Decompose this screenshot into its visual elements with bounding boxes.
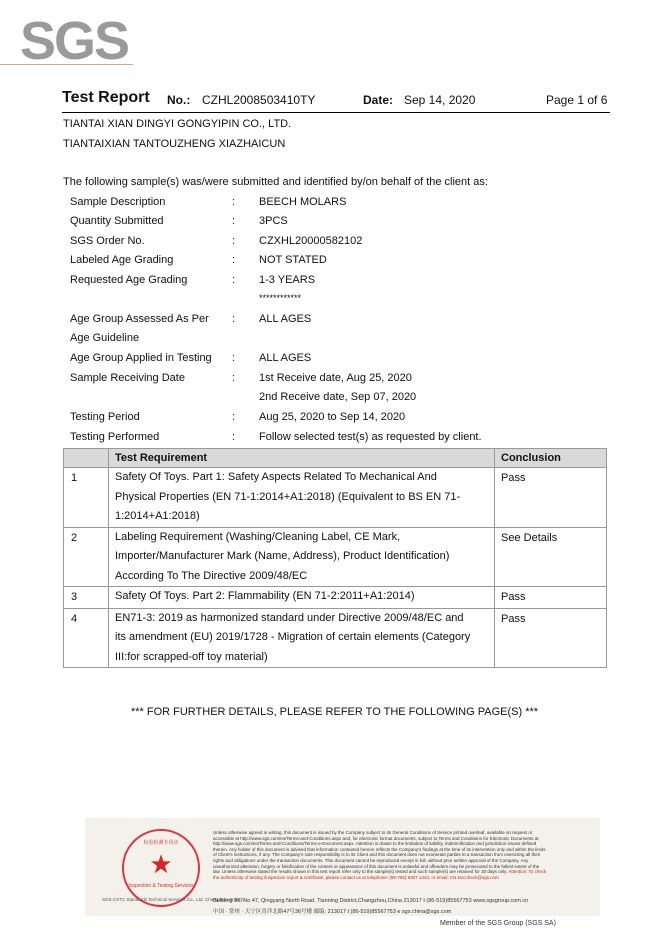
header-requirement: Test Requirement: [109, 449, 495, 468]
header-no: [64, 449, 109, 468]
requirement-line: its amendment (EU) 2019/1728 - Migration of certain elements (Category: [115, 631, 471, 643]
report-no-value: CZHL2008503410TY: [202, 93, 316, 107]
info-value: Aug 25, 2020 to Sep 14, 2020: [259, 411, 406, 423]
info-label: Age Group Applied in Testing: [70, 352, 212, 364]
page-number: Page 1 of 6: [546, 93, 608, 107]
row-conclusion: See Details: [495, 527, 607, 587]
requirement-line: EN71-3: 2019 as harmonized standard under Directive 2009/48/EC and: [115, 611, 464, 624]
test-requirements-table: [63, 448, 607, 668]
requirement-line: Safety Of Toys. Part 1: Safety Aspects Related To Mechanical And: [115, 471, 437, 483]
info-value: ALL AGES: [259, 352, 312, 364]
stamp-en-text: Inspection & Testing Services: [128, 883, 194, 889]
address-cn: 中国 · 常州 · 天宁区青洋北路47号36号楼 邮编: 213017 t (86-519)85567753 e sgs.china@sgs.com: [213, 909, 452, 915]
table-row: [64, 468, 607, 528]
info-label: Requested Age Grading: [70, 274, 188, 286]
info-colon: :: [232, 313, 236, 325]
member-text: Member of the SGS Group (SGS SA): [440, 920, 556, 927]
table-row: [64, 608, 607, 668]
info-value: BEECH MOLARS: [259, 196, 347, 208]
header-divider: [62, 112, 610, 113]
row-number: 3: [64, 587, 109, 609]
info-value: ALL AGES: [259, 313, 312, 325]
row-requirement: [109, 587, 495, 609]
table-header-row: [64, 449, 607, 468]
info-value: Follow selected test(s) as requested by client.: [259, 431, 482, 443]
intro-text: The following sample(s) was/were submitted and identified by/on behalf of the client as:: [63, 176, 488, 188]
info-colon: :: [232, 372, 236, 384]
client-address: TIANTAIXIAN TANTOUZHENG XIAZHAICUN: [63, 138, 286, 150]
requirement-line: According To The Directive 2009/48/EC: [115, 569, 308, 582]
info-colon: :: [232, 411, 236, 423]
info-colon: :: [232, 274, 236, 286]
row-number: 2: [64, 527, 109, 587]
requirement-line: Physical Properties (EN 71-1:2014+A1:2018) (Equivalent to BS EN 71-: [115, 490, 461, 503]
stamp-top-text: 检验检测专用章: [143, 840, 179, 846]
date-value: Sep 14, 2020: [404, 93, 476, 107]
logo-underline: [0, 64, 133, 65]
row-requirement: [109, 608, 495, 668]
row-conclusion: Pass: [495, 468, 607, 528]
further-details-note: *** FOR FURTHER DETAILS, PLEASE REFER TO THE FOLLOWING PAGE(S) ***: [130, 706, 539, 718]
requirement-line: Safety Of Toys. Part 2: Flammability (EN 71-2:2011+A1:2014): [115, 590, 415, 602]
info-label: SGS Order No.: [70, 235, 145, 247]
row-conclusion: Pass: [495, 608, 607, 668]
info-label: Quantity Submitted: [70, 215, 164, 227]
authenticity-text: Attention: To check the authenticity of testing /inspection report & certificate, please contact us at telephone: (86-755) 8307 1443, or email: CN.Doccheck@sgs.com: [213, 869, 547, 880]
info-label: Sample Receiving Date: [70, 372, 185, 384]
star-icon: ★: [149, 849, 173, 879]
terms-text: Unless otherwise agreed in writing, this document is issued by the Company subject to its General Conditions of Service printed overleaf, available on request or accessible at http://www.sgs.com/en/Terms-and-Conditions.aspx and, for electronic format documents, subject to Terms and Conditions for Electronic Documents at http://www.sgs.com/en/Terms-and-Conditions/Terms-e-Document.aspx. Attention is drawn to the limitation of liability, indemnification and jurisdiction issues defined therein. Any holder of this document is advised that information contained hereon reflects the Company's findings at the time of its intervention only and within the limits of Client's instructions, if any. The Company's sole responsibility is to its Client and this document does not exonerate parties to a transaction from exercising all their rights and obligations under the transaction documents. This document cannot be reproduced except in full, without prior written approval of the Company. Any unauthorized alteration, forgery or falsification of the content or appearance of this document is unlawful and offenders may be prosecuted to the fullest extent of the law. Unless otherwise stated the results shown in this test report refer only to the sample(s) tested and such sample(s) are retained for 30 days only.: [213, 830, 546, 875]
info-colon: :: [232, 254, 236, 266]
client-name: TIANTAI XIAN DINGYI GONGYIPIN CO., LTD.: [63, 118, 292, 130]
row-requirement: [109, 468, 495, 528]
company-stamp: [122, 829, 200, 907]
info-value: 1st Receive date, Aug 25, 2020: [259, 372, 412, 384]
report-title: Test Report: [62, 89, 150, 106]
date-label: Date:: [363, 93, 394, 107]
header-conclusion: Conclusion: [495, 449, 607, 468]
info-colon: :: [232, 215, 236, 227]
requirement-line: 1:2014+A1:2018): [115, 510, 200, 522]
sgs-logo: SGS: [20, 11, 129, 71]
info-label: Testing Period: [70, 411, 140, 423]
info-value: 2nd Receive date, Sep 07, 2020: [259, 391, 417, 403]
info-colon: :: [232, 235, 236, 247]
info-colon: :: [232, 431, 236, 443]
info-colon: :: [232, 352, 236, 364]
info-value: 1-3 YEARS: [259, 274, 316, 286]
info-colon: :: [232, 196, 236, 208]
table-row: [64, 587, 607, 609]
table-row: [64, 527, 607, 587]
info-label: Testing Performed: [70, 431, 160, 443]
branch-name: SGS-CSTC Standards Technical Services Co., Ltd. Changzhou Branch: [102, 897, 244, 902]
info-label: Labeled Age Grading: [70, 254, 174, 266]
row-conclusion: Pass: [495, 587, 607, 609]
report-no-label: No.:: [167, 93, 191, 107]
info-label: Age Group Assessed As Per: [70, 313, 209, 325]
requirement-line: Labeling Requirement (Washing/Cleaning Label, CE Mark,: [115, 530, 401, 543]
info-label: Age Guideline: [70, 332, 140, 344]
info-value: NOT STATED: [259, 254, 327, 266]
requirement-line: III:for scrapped-off toy material): [115, 650, 268, 663]
info-label: Sample Description: [70, 196, 166, 208]
row-number: 1: [64, 468, 109, 528]
info-value: ************: [259, 293, 302, 303]
row-number: 4: [64, 608, 109, 668]
requirement-line: Importer/Manufacturer Mark (Name, Address), Product Identification): [115, 550, 450, 562]
address-en: Building 36, No 47, Qingyang North Road, Tianning District,Changzhou,China 213017 t (86-519)85567753 www.sgsgroup.com.cn: [213, 898, 529, 904]
row-requirement: [109, 527, 495, 587]
terms-fine-print: [213, 830, 548, 880]
info-value: CZXHL20000582102: [259, 235, 363, 247]
info-value: 3PCS: [259, 215, 288, 227]
